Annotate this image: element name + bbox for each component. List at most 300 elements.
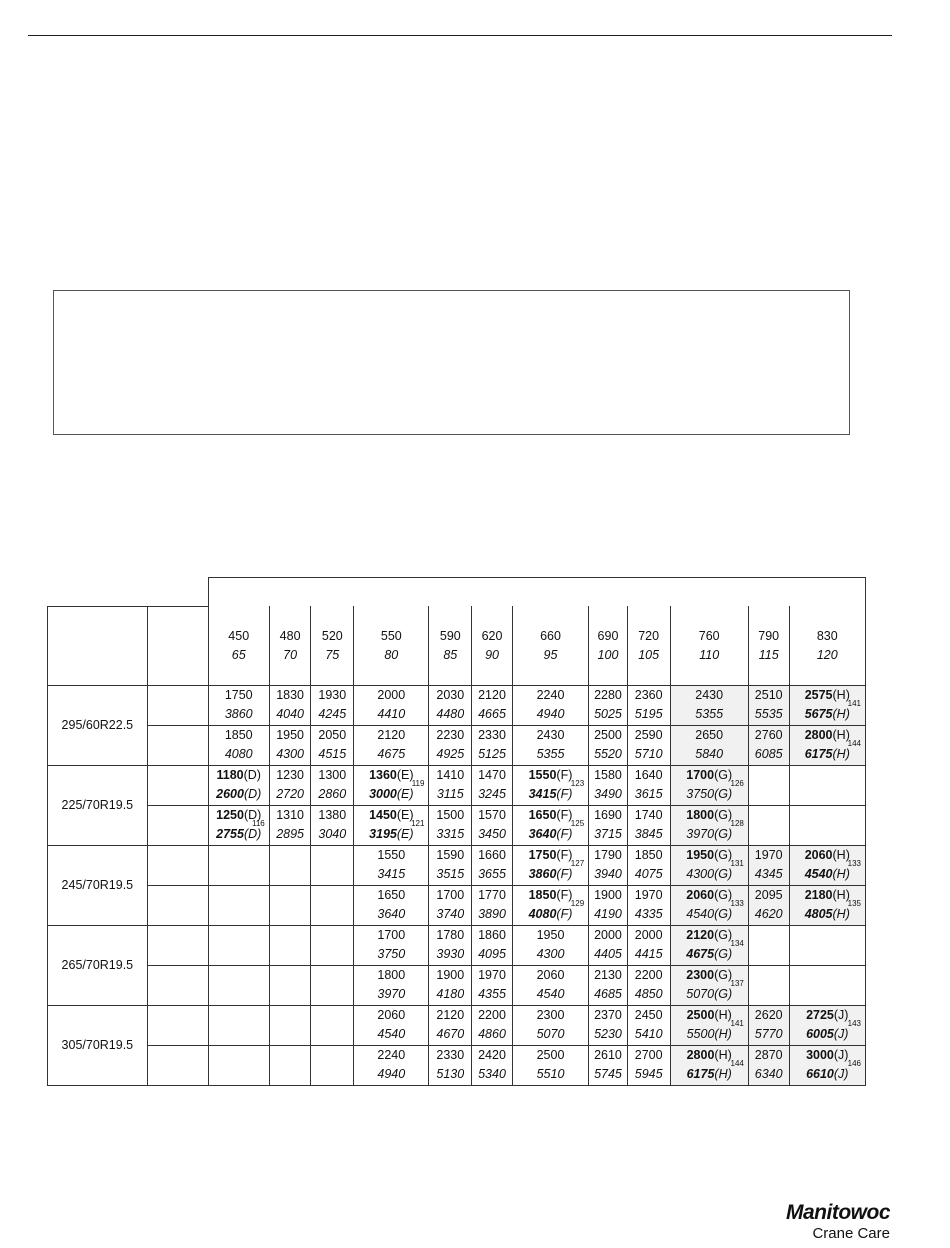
load-kg: 1900: [436, 968, 465, 982]
load-kg: 2760: [754, 728, 783, 742]
load-kg: 1700: [436, 888, 465, 902]
kpa-label: 830: [816, 628, 838, 643]
table-row: [48, 725, 866, 765]
load-lb: 4675(G): [686, 947, 733, 961]
load-cell: [789, 685, 865, 725]
load-lb: 3930: [436, 947, 465, 961]
ply-cell: [147, 925, 208, 965]
mph-label: 80: [384, 647, 399, 662]
header-blank: [48, 578, 209, 607]
load-cell: [589, 925, 628, 965]
load-lb: 5070: [536, 1027, 565, 1041]
load-cell: [670, 765, 748, 805]
load-lb: 5195: [634, 707, 663, 721]
load-lb: 3890: [478, 907, 506, 921]
load-lb: 3845: [634, 827, 663, 841]
load-kg: 2370: [594, 1008, 622, 1022]
load-cell: [429, 1045, 472, 1085]
load-lb: 6610(J): [806, 1067, 849, 1081]
load-kg: 1740: [634, 808, 663, 822]
load-lb: 3740: [436, 907, 465, 921]
load-kg: 2300(G): [686, 968, 733, 982]
speed-header-col: [789, 606, 865, 685]
load-cell: [789, 925, 865, 965]
table-row: [48, 765, 866, 805]
ply-cell: [147, 845, 208, 885]
kpa-label: 760: [698, 628, 720, 643]
load-kg: 1700(G): [686, 768, 733, 782]
load-kg: 1500: [436, 808, 465, 822]
load-lb: 5500(H): [686, 1027, 732, 1041]
load-kg: 2280: [594, 688, 622, 702]
load-kg: 1550(F): [528, 768, 573, 782]
load-cell: [429, 1005, 472, 1045]
load-lb: 4540(G): [686, 907, 733, 921]
load-lb: 3450: [478, 827, 506, 841]
tire-size-cell: 295/60R22.5: [48, 685, 148, 765]
load-kg: 2240: [377, 1048, 406, 1062]
load-kg: 2650: [695, 728, 724, 742]
load-cell: [472, 725, 513, 765]
load-lb: 5840: [695, 747, 724, 761]
load-cell: [311, 1005, 354, 1045]
load-kg: 2230: [436, 728, 465, 742]
load-cell: [429, 685, 472, 725]
load-cell: [208, 725, 269, 765]
load-lb: 3115: [436, 787, 464, 801]
load-cell: [208, 1005, 269, 1045]
load-cell: [589, 1005, 628, 1045]
load-cell: [512, 1045, 588, 1085]
load-lb: 2755(D): [216, 827, 262, 841]
load-index: 143: [847, 1018, 861, 1028]
load-lb: 4095: [478, 947, 506, 961]
mph-label: 65: [231, 647, 246, 662]
load-cell: [670, 965, 748, 1005]
load-kg: 2575(H): [804, 688, 850, 702]
load-cell: [429, 765, 472, 805]
ply-cell: [147, 725, 208, 765]
load-kg: 1930: [318, 688, 347, 702]
load-lb: 3750(G): [686, 787, 733, 801]
load-cell: [269, 685, 311, 725]
load-cell: [311, 685, 354, 725]
load-index: 127: [570, 858, 585, 868]
load-cell: [269, 845, 311, 885]
load-cell: [589, 765, 628, 805]
load-cell: [627, 805, 670, 845]
load-cell: [512, 805, 588, 845]
load-cell: [512, 1005, 588, 1045]
load-kg: 1750(F): [528, 848, 573, 862]
tire-size-cell: 305/70R19.5: [48, 1005, 148, 1085]
load-cell: [354, 1045, 429, 1085]
table-row: [48, 885, 866, 925]
load-index: 131: [730, 858, 744, 868]
load-cell: [748, 1005, 789, 1045]
kpa-label: 480: [279, 628, 301, 643]
load-cell: [472, 1045, 513, 1085]
load-cell: [627, 845, 670, 885]
load-kg: 1180(D): [216, 768, 261, 782]
load-cell: [354, 725, 429, 765]
load-lb: 3415(F): [528, 787, 573, 801]
mph-label: 100: [597, 647, 619, 662]
load-index: 123: [570, 778, 585, 788]
note-box: [53, 290, 850, 435]
load-kg: 2060: [536, 968, 565, 982]
ply-cell: [147, 805, 208, 845]
load-cell: [269, 1045, 311, 1085]
load-kg: 2330: [436, 1048, 465, 1062]
speed-header-col: [748, 606, 789, 685]
load-kg: 1690: [594, 808, 622, 822]
load-cell: [748, 685, 789, 725]
load-kg: 1900: [594, 888, 622, 902]
load-kg: 2725(J): [806, 1008, 849, 1022]
load-cell: [627, 885, 670, 925]
load-cell: [589, 685, 628, 725]
load-kg: 2870: [754, 1048, 783, 1062]
load-lb: 3940: [594, 867, 622, 881]
load-kg: 1650: [377, 888, 406, 902]
load-kg: 2500: [594, 728, 622, 742]
size-header: [48, 606, 148, 685]
load-kg: 2500: [536, 1048, 565, 1062]
load-index: 146: [847, 1058, 861, 1068]
load-cell: [208, 885, 269, 925]
load-lb: 4665: [478, 707, 506, 721]
load-cell: [429, 845, 472, 885]
load-cell: [311, 805, 354, 845]
load-cell: [472, 805, 513, 845]
load-kg: 1860: [478, 928, 506, 942]
load-lb: 4245: [318, 707, 347, 721]
load-lb: 5025: [594, 707, 622, 721]
load-lb: 4860: [478, 1027, 506, 1041]
load-kg: 2500(H): [686, 1008, 732, 1022]
load-lb: 5745: [594, 1067, 622, 1081]
load-lb: 2860: [318, 787, 347, 801]
table-row: [48, 1045, 866, 1085]
load-cell: [589, 965, 628, 1005]
load-cell: [354, 1005, 429, 1045]
load-lb: 4620: [754, 907, 783, 921]
load-cell: [269, 925, 311, 965]
load-cell: [269, 965, 311, 1005]
load-lb: 3715: [594, 827, 622, 841]
load-cell: [748, 885, 789, 925]
load-cell: [670, 685, 748, 725]
load-lb: 3640(F): [528, 827, 573, 841]
load-kg: 2120(G): [686, 928, 733, 942]
load-lb: 4040: [276, 707, 304, 721]
load-lb: 4940: [377, 1067, 406, 1081]
load-kg: 1640: [634, 768, 663, 782]
speed-header-col: [354, 606, 429, 685]
load-lb: 4540: [377, 1027, 406, 1041]
load-cell: [512, 845, 588, 885]
load-lb: 5125: [478, 747, 506, 761]
speed-header-col: [589, 606, 628, 685]
load-kg: 1380: [318, 808, 347, 822]
load-lb: 5770: [754, 1027, 783, 1041]
load-kg: 1830: [276, 688, 304, 702]
load-kg: 1970: [754, 848, 783, 862]
load-lb: 4355: [478, 987, 506, 1001]
load-lb: 5355: [695, 707, 724, 721]
load-cell: [627, 1045, 670, 1085]
table-row: [48, 925, 866, 965]
load-cell: [512, 885, 588, 925]
speed-header-col: [670, 606, 748, 685]
load-lb: 5675(H): [804, 707, 850, 721]
load-cell: [627, 685, 670, 725]
load-lb: 4075: [634, 867, 663, 881]
load-cell: [670, 805, 748, 845]
load-cell: [589, 805, 628, 845]
table-row: [48, 805, 866, 845]
load-cell: [354, 925, 429, 965]
speed-header-col: [429, 606, 472, 685]
load-cell: [429, 805, 472, 845]
load-cell: [627, 965, 670, 1005]
load-kg: 2000: [594, 928, 622, 942]
load-cell: [748, 845, 789, 885]
kpa-label: 450: [228, 628, 250, 643]
load-cell: [627, 1005, 670, 1045]
load-cell: [354, 685, 429, 725]
load-cell: [354, 845, 429, 885]
load-kg: 2095: [754, 888, 783, 902]
load-cell: [208, 685, 269, 725]
mph-label: 120: [816, 647, 838, 662]
type-header: [147, 606, 208, 685]
load-lb: 4190: [594, 907, 622, 921]
load-lb: 5535: [754, 707, 783, 721]
load-cell: [789, 765, 865, 805]
load-kg: 1780: [436, 928, 465, 942]
load-cell: [512, 765, 588, 805]
load-lb: 6085: [754, 747, 783, 761]
load-index: 133: [847, 858, 861, 868]
load-index: 141: [730, 1018, 744, 1028]
load-cell: [512, 685, 588, 725]
table-row: [48, 685, 866, 725]
load-cell: [789, 965, 865, 1005]
load-cell: [670, 1045, 748, 1085]
load-cell: [472, 845, 513, 885]
load-cell: [670, 845, 748, 885]
load-cell: [208, 1045, 269, 1085]
load-cell: [429, 885, 472, 925]
load-kg: 1850(F): [528, 888, 573, 902]
load-lb: 4080(F): [528, 907, 573, 921]
table-row: [48, 965, 866, 1005]
load-kg: 2200: [478, 1008, 506, 1022]
load-cell: [472, 965, 513, 1005]
load-index: 116: [251, 818, 265, 828]
load-lb: 6175(H): [686, 1067, 732, 1081]
load-index: 144: [847, 738, 861, 748]
load-lb: 5510: [536, 1067, 565, 1081]
speed-header-col: [311, 606, 354, 685]
load-kg: 2060(G): [686, 888, 733, 902]
load-kg: 1950(G): [686, 848, 733, 862]
load-kg: 1970: [478, 968, 506, 982]
load-cell: [789, 805, 865, 845]
load-cell: [789, 1045, 865, 1085]
load-lb: 5340: [478, 1067, 506, 1081]
manitowoc-logo: [786, 1202, 890, 1242]
load-lb: 3490: [594, 787, 622, 801]
load-kg: 1950: [276, 728, 304, 742]
load-kg: 2700: [634, 1048, 663, 1062]
load-cell: [354, 805, 429, 845]
load-lb: 3315: [436, 827, 465, 841]
speed-header-row: [48, 606, 866, 685]
tire-load-table: [47, 577, 866, 1086]
load-kg: 1450(E): [369, 808, 414, 822]
load-cell: [589, 1045, 628, 1085]
load-cell: [748, 805, 789, 845]
logo-subtitle: Crane Care: [812, 1225, 890, 1242]
mph-label: 115: [758, 647, 779, 662]
load-index: 141: [847, 698, 861, 708]
load-lb: 3860: [224, 707, 253, 721]
load-kg: 2430: [536, 728, 565, 742]
load-lb: 4515: [318, 747, 347, 761]
load-lb: 6340: [754, 1067, 783, 1081]
load-cell: [589, 885, 628, 925]
kpa-label: 550: [380, 628, 402, 643]
logo-brand: Manitowoc: [786, 1201, 890, 1224]
load-cell: [208, 765, 269, 805]
load-cell: [589, 725, 628, 765]
load-lb: 2895: [276, 827, 304, 841]
load-kg: 1230: [276, 768, 304, 782]
load-index: 135: [847, 898, 861, 908]
load-cell: [789, 1005, 865, 1045]
speed-header-col: [472, 606, 513, 685]
load-kg: 1770: [478, 888, 506, 902]
load-lb: 5355: [536, 747, 565, 761]
load-cell: [589, 845, 628, 885]
load-kg: 1310: [276, 808, 304, 822]
mph-label: 110: [699, 647, 720, 662]
load-kg: 2120: [377, 728, 406, 742]
load-lb: 4675: [377, 747, 406, 761]
load-cell: [670, 725, 748, 765]
load-lb: 4850: [634, 987, 663, 1001]
load-kg: 2360: [634, 688, 663, 702]
load-lb: 3750: [377, 947, 406, 961]
load-lb: 4300: [536, 947, 565, 961]
tire-size-cell: 265/70R19.5: [48, 925, 148, 1005]
load-kg: 2120: [436, 1008, 465, 1022]
mph-label: 75: [325, 647, 340, 662]
load-lb: 5410: [634, 1027, 663, 1041]
load-kg: 1970: [634, 888, 663, 902]
table-row: [48, 845, 866, 885]
load-cell: [429, 965, 472, 1005]
load-lb: 3040: [318, 827, 347, 841]
ply-cell: [147, 965, 208, 1005]
load-cell: [472, 765, 513, 805]
load-kg: 2510: [754, 688, 783, 702]
load-kg: 2120: [478, 688, 506, 702]
load-cell: [748, 765, 789, 805]
load-kg: 1250(D): [216, 808, 262, 822]
load-lb: 4410: [377, 707, 406, 721]
load-cell: [311, 965, 354, 1005]
load-index: 144: [730, 1058, 744, 1068]
load-cell: [789, 885, 865, 925]
speed-header-col: [269, 606, 311, 685]
load-cell: [748, 1045, 789, 1085]
load-kg: 2050: [318, 728, 347, 742]
kpa-label: 660: [540, 628, 561, 643]
load-kg: 2030: [436, 688, 465, 702]
load-cell: [269, 765, 311, 805]
load-kg: 2060(H): [804, 848, 850, 862]
load-cell: [311, 925, 354, 965]
load-cell: [472, 1005, 513, 1045]
load-cell: [512, 725, 588, 765]
ply-cell: [147, 885, 208, 925]
speed-header-col: [627, 606, 670, 685]
load-kg: 2620: [754, 1008, 783, 1022]
load-cell: [472, 885, 513, 925]
kpa-label: 690: [597, 628, 619, 643]
load-cell: [311, 845, 354, 885]
kpa-label: 590: [439, 628, 461, 643]
load-kg: 1650(F): [528, 808, 573, 822]
load-lb: 5070(G): [686, 987, 733, 1001]
load-cell: [269, 1005, 311, 1045]
load-cell: [472, 685, 513, 725]
load-cell: [670, 1005, 748, 1045]
load-lb: 4805(H): [804, 907, 850, 921]
load-index: 137: [730, 978, 744, 988]
load-lb: 3195(E): [369, 827, 414, 841]
load-lb: 3655: [478, 867, 506, 881]
load-lb: 3515: [436, 867, 465, 881]
load-kg: 2200: [634, 968, 663, 982]
load-lb: 3415: [377, 867, 406, 881]
kpa-label: 520: [321, 628, 343, 643]
load-kg: 1550: [377, 848, 406, 862]
mph-label: 105: [638, 647, 660, 662]
load-cell: [354, 965, 429, 1005]
load-cell: [269, 885, 311, 925]
load-lb: 5945: [634, 1067, 663, 1081]
mph-label: 85: [443, 647, 458, 662]
load-lb: 4345: [754, 867, 783, 881]
load-lb: 3000(E): [369, 787, 414, 801]
mph-label: 90: [485, 647, 499, 662]
load-index: 121: [411, 818, 425, 828]
load-kg: 1590: [436, 848, 465, 862]
load-cell: [429, 925, 472, 965]
load-cell: [311, 1045, 354, 1085]
load-lb: 2720: [276, 787, 304, 801]
load-kg: 1850: [224, 728, 253, 742]
ply-cell: [147, 1045, 208, 1085]
load-cell: [748, 925, 789, 965]
table-row: [48, 1005, 866, 1045]
load-index: 129: [570, 898, 585, 908]
